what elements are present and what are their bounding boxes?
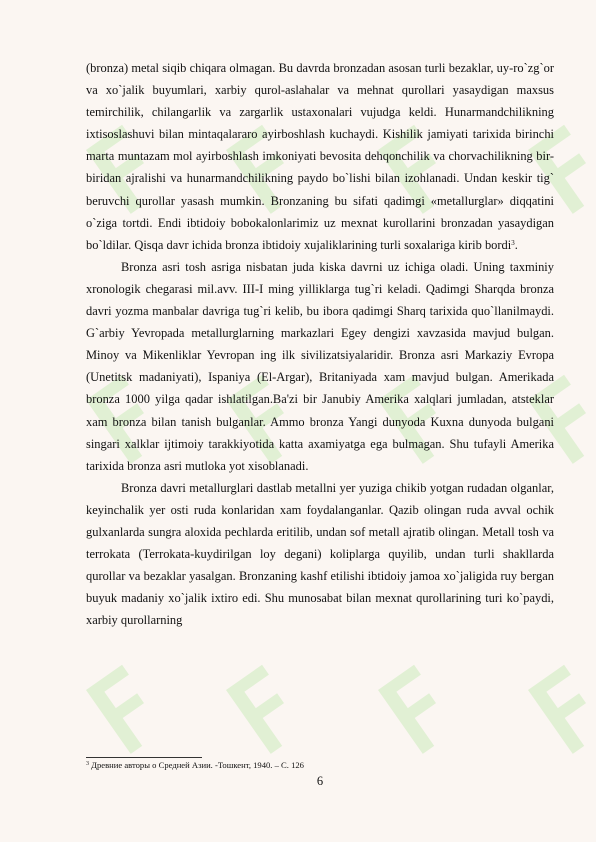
footnote-number: 3	[86, 761, 89, 767]
paragraph-3: Bronza davri metallurglari dastlab metallni yer yuziga chikib yotgan rudadan olganlar, keyinchalik yer osti ruda konlaridan xam foydalanganlar. Qazib olingan ruda avval ochik gulxanlarda sungra aloxida pechlarda eritilib, undan sof metall ajratib olingan. Metall tosh va terrokata (Terrokata-kuydirilgan loy degani) koliplarga quyilib, undan turli shakllarda qurollar va bezaklar yasalgan. Bronzaning kashf etilishi ibtidoiy jamoa xo`jaligida ruy bergan buyuk madaniy xo`jalik ixtiro edi. Shu munosabat bilan mexnat qurollarining turi ko`paydi, xarbiy qurollarning	[86, 480, 554, 628]
paragraph-1	[86, 57, 554, 256]
page-number: 6	[316, 774, 324, 788]
paragraph-2: Bronza asri tosh asriga nisbatan juda kiska davrni uz ichiga oladi. Uning taxminiy xronologik chegarasi mil.avv. III-I ming yilliklarga tug`ri keladi. Qadimgi Sharqda bronza davri yozma manbalar davriga tug`ri kelib, bu ibora qadimgi Sharq tarixida quo`llanilmaydi. G`arbiy Yevropada metallurglarning markazlari Egey dengizi xavzasida mavjud bulgan. Minoy va Mikenliklar Yevropan ing ilk sivilizatsiyalaridir. Bronza asri Markaziy Evropa (Unetitsk madaniyati), Ispaniya (El-Argar), Britaniyada xam mavjud bulgan. Amerikada bronza 1000 yilga qadar ishlatilgan.Ba'zi bir Janubiy Amerika xalqlari jumladan, atsteklar xam bronza bilan tanish bulganlar. Ammo bronza Yangi dunyoda Kuxna dunyoda bulgani singari xalklar ijtimoiy tarakkiyotida katta axamiyatga ega bulmagan. Shu tufayli Amerika tarixida bronza asri mutloka yot xisoblanadi.	[86, 259, 554, 473]
paragraph-1-text: (bronza) metal siqib chiqara olmagan. Bu davrda bronzadan asosan turli bezaklar, uy-ro`zg`or va xo`jalik buyumlari, xarbiy qurol-aslahalar va mehnat qurollari yasaydigan maxsus temirchilik, chilangarlik va zargarlik ustaxonalari vujudga keldi. Hunarmandchilikning ixtisoslashuvi bilan mintaqalararo ayirboshlash kuchaydi. Kishilik jamiyati tarixida birinchi marta muntazam mol ayirboshlash imkoniyati bevosita dehqonchilik va chorvachilikning bir-biridan ajralishi va hunarmandchilikning paydo bo`lishi bilan izohlanadi. Undan keskir tig` beruvchi qurollar yasash mumkin. Bronzaning bu sifati qadimgi «metallurglar» diqqatini o`ziga tortdi. Endi ibtidoiy bobokalonlarimiz uz mexnat kurollarini bronzadan yasaydigan bo`ldilar. Qisqa davr ichida bronza ibtidoiy xujaliklarining turli soxalariga kirib bordi	[86, 61, 554, 252]
footnote-text: Древние авторы о Средней Азии. -Тошкент, 1940. – С. 126	[89, 760, 304, 770]
footnote	[86, 759, 304, 771]
footnote-separator	[86, 757, 202, 758]
page-body	[86, 57, 554, 631]
paragraph-1-end: .	[514, 237, 518, 252]
footnote-reference[interactable]: 3	[511, 238, 515, 247]
